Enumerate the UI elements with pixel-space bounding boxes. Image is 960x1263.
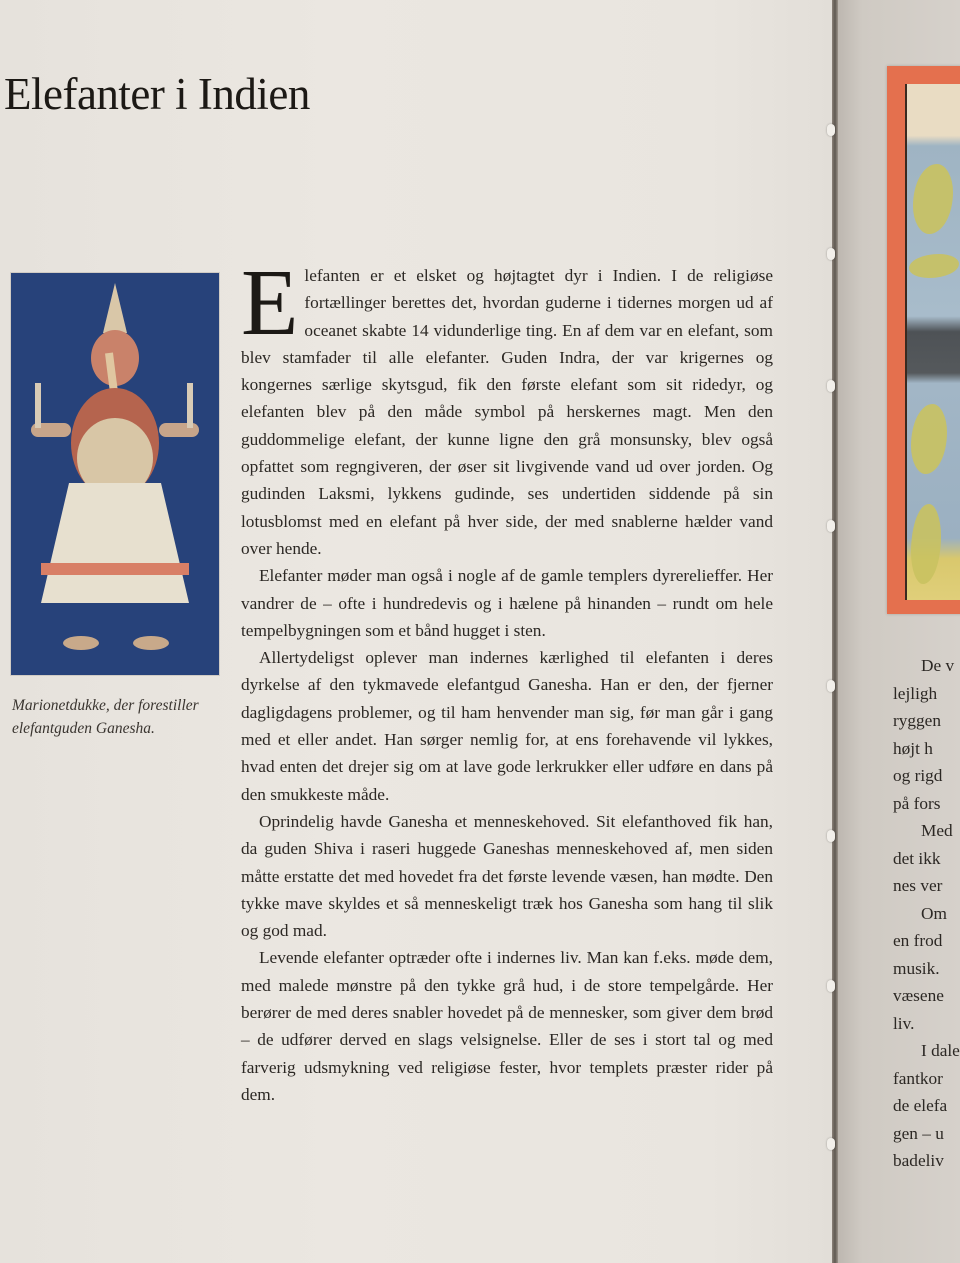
facing-text-line: højt h bbox=[893, 738, 933, 758]
facing-text-line: væsene bbox=[893, 986, 944, 1005]
binding-stitch bbox=[827, 380, 835, 392]
facing-text-line: nes ver bbox=[893, 876, 943, 895]
photo-caption: Marionetdukke, der forestiller elefantguden Ganesha. bbox=[12, 697, 199, 737]
facing-text-line: liv. bbox=[893, 1013, 915, 1033]
binding-stitch bbox=[827, 248, 835, 260]
painting-scene bbox=[905, 84, 960, 600]
paragraph-3: Allertydeligst oplever man indernes kærlighed til elefanten i deres dyrkelse af den tykmavede elefantgud Ganesha. Han er den, der fjerner dagligdagens problemer, og til ham henvender man sig, før man går i gang med et eller andet. Han sørger nemlig for, at ens forehavende vil lykkes, hvad enten det drejer sig om at lave gode lerkrukker eller udføre en dans på den smukkeste måde. bbox=[241, 648, 773, 804]
ganesha-figure-icon bbox=[11, 273, 219, 675]
facing-text-line: en frod bbox=[893, 931, 943, 950]
miniature-painting bbox=[887, 66, 960, 614]
facing-text-line: Om bbox=[921, 903, 947, 923]
binding-stitch bbox=[827, 680, 835, 692]
facing-text-line: musik. bbox=[893, 958, 940, 978]
facing-text-line: gen – u bbox=[893, 1123, 944, 1143]
article-body bbox=[241, 251, 773, 1108]
facing-text-line: badeliv bbox=[893, 1151, 944, 1170]
page-title: Elefanter i Indien bbox=[4, 69, 310, 119]
leaf-shape bbox=[913, 164, 953, 234]
facing-text-line: fantkor bbox=[893, 1068, 943, 1088]
facing-text-line: på fors bbox=[893, 793, 941, 813]
facing-page-text bbox=[893, 652, 960, 1175]
paragraph-2: Elefanter møder man også i nogle af de gamle templers dyrerelieffer. Her vandrer de – ofte i hundredevis og i hælene på hinanden – rundt om hele tempelbygningen som et bånd hugget i sten. bbox=[241, 566, 773, 640]
paragraph-1: Elefanten er et elsket og højtagtet dyr i Indien. I de religiøse fortællinger berettes det, hvordan guderne i tidernes morgen ud af oceanet skabte 14 vidunderlige ting. En af dem var en elefant, som blev stamfader til alle elefanter. Guden Indra, der var krigernes og kongernes særlige skytsgud, fik den første elefant som sit ridedyr, og elefanten blev på den måde symbol på herskernes magt. Men den guddommelige elefant, der kunne ligne den grå monsunsky, blev også opfattet som regngiveren, der øser sit livgivende vand ud over jorden. Og gudinden Laksmi, lykkens gudinde, ses undertiden siddende på sin lotusblomst med en elefant på hver side, der med snablerne hælder vand over hende. bbox=[241, 251, 773, 558]
drop-cap: E bbox=[241, 251, 299, 355]
facing-text-line: De v bbox=[921, 656, 955, 675]
facing-text-line: og rigd bbox=[893, 766, 943, 785]
facing-text-line: ryggen bbox=[893, 711, 941, 730]
ganesha-photo bbox=[10, 272, 220, 676]
binding-stitch bbox=[827, 520, 835, 532]
leaf-shape bbox=[911, 504, 941, 584]
binding-stitch bbox=[827, 1138, 835, 1150]
facing-text-line: Med bbox=[921, 821, 953, 840]
binding-stitch bbox=[827, 830, 835, 842]
facing-text-line: de elefa bbox=[893, 1096, 948, 1115]
leaf-shape bbox=[909, 254, 959, 278]
paragraph-5: Levende elefanter optræder ofte i indernes liv. Man kan f.eks. møde dem, med malede mønstre på den tykke grå hud, i de store tempelgårde. Her berører de med deres snabler hovedet på de mennesker, som giver dem brød – de udfører derved en slags velsignelse. Eller de ses i stort tal og med farverig udsmykning ved religiøse fester, hvor templets præster rider på dem. bbox=[241, 948, 773, 1104]
facing-text-line: I dale bbox=[921, 1041, 960, 1060]
binding-stitch bbox=[827, 124, 835, 136]
leaf-shape bbox=[911, 404, 947, 474]
facing-text-line: det ikk bbox=[893, 848, 941, 868]
binding-stitch bbox=[827, 980, 835, 992]
facing-text-line: lejligh bbox=[893, 683, 938, 703]
paragraph-4: Oprindelig havde Ganesha et menneskehoved. Sit elefanthoved fik han, da guden Shiva i raseri huggede Ganeshas menneskehoved af, men siden måtte erstatte det med hovedet fra det første levende væsen, han mødte. Den tykke mave skyldes et så menneskeligt træk hos Ganesha som hang til slik og god mad. bbox=[241, 811, 773, 941]
